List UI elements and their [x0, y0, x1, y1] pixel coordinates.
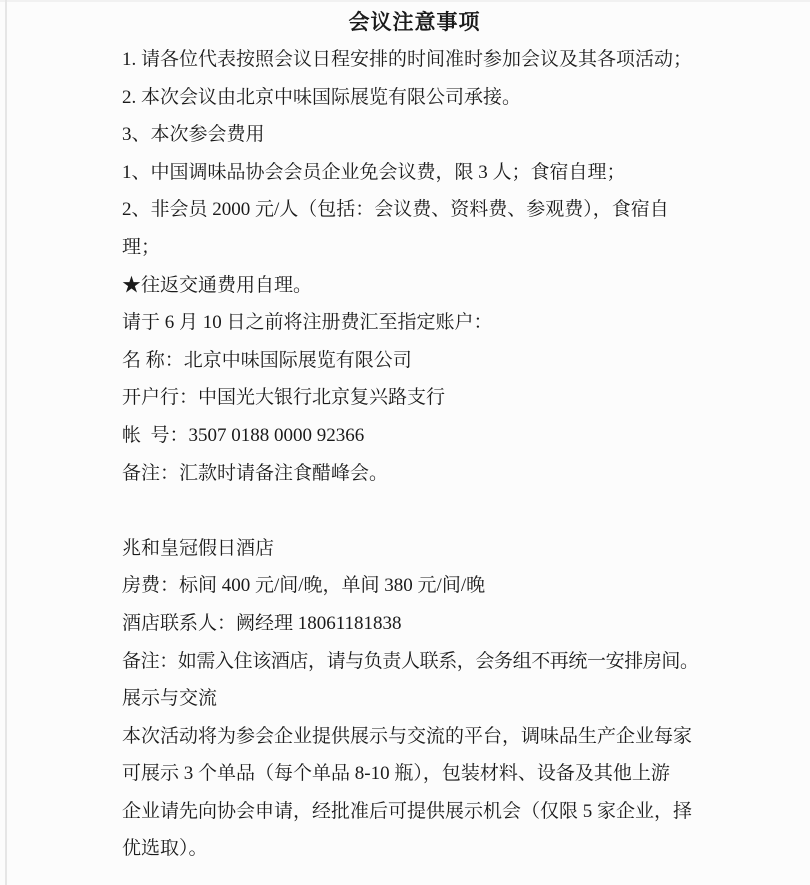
line-account-number: 帐 号：3507 0188 0000 92366: [122, 424, 365, 446]
line-account-name: 名 称：北京中味国际展览有限公司: [122, 349, 412, 371]
line-exhibition-line-4: 优选取）。: [122, 838, 208, 860]
document-title: 会议注意事项: [348, 10, 481, 34]
scan-edge-artifact: [0, 0, 810, 2]
document-lines: [122, 41, 707, 868]
line-room-rates: 房费：标间 400 元/间/晚，单间 380 元/间/晚: [122, 575, 486, 597]
line-hotel-contact: 酒店联系人：阙经理 18061181838: [122, 612, 402, 634]
line-notice-1: 1. 请各位代表按照会议日程安排的时间准时参加会议及其各项活动；: [122, 49, 693, 70]
line-notice-2: 2. 本次会议由北京中味国际展览有限公司承接。: [122, 86, 522, 108]
line-fee-nonmember-1: 2、非会员 2000 元/人（包括：会议费、资料费、参观费），食宿自: [122, 199, 669, 221]
line-payment-remark: 备注：汇款时请备注食醋峰会。: [122, 462, 389, 484]
line-fee-member: 1、中国调味品协会会员企业免会议费，限 3 人；食宿自理；: [122, 161, 626, 183]
line-hotel-name: 兆和皇冠假日酒店: [122, 537, 275, 559]
scan-edge-artifact: [5, 0, 7, 885]
line-transport-note: ★往返交通费用自理。: [122, 274, 313, 296]
line-blank-separator: [122, 492, 707, 530]
line-payment-deadline: 请于 6 月 10 日之前将注册费汇至指定账户：: [122, 312, 493, 334]
line-exhibition-line-3: 企业请先向协会申请，经批准后可提供展示机会（仅限 5 家企业，择: [122, 800, 693, 822]
line-exhibition-line-2: 可展示 3 个单品（每个单品 8-10 瓶），包装材料、设备及其他上游: [122, 763, 670, 785]
line-bank-branch: 开户行：中国光大银行北京复兴路支行: [122, 387, 446, 409]
line-exhibition-line-1: 本次活动将为参会企业提供展示与交流的平台，调味品生产企业每家: [122, 725, 693, 747]
line-fees-heading: 3、本次参会费用: [122, 124, 265, 146]
line-exhibition-heading: 展示与交流: [122, 688, 218, 710]
line-hotel-remark: 备注：如需入住该酒店，请与负责人联系，会务组不再统一安排房间。: [122, 650, 699, 672]
document-content: [122, 3, 707, 868]
line-fee-nonmember-2: 理；: [122, 236, 161, 258]
